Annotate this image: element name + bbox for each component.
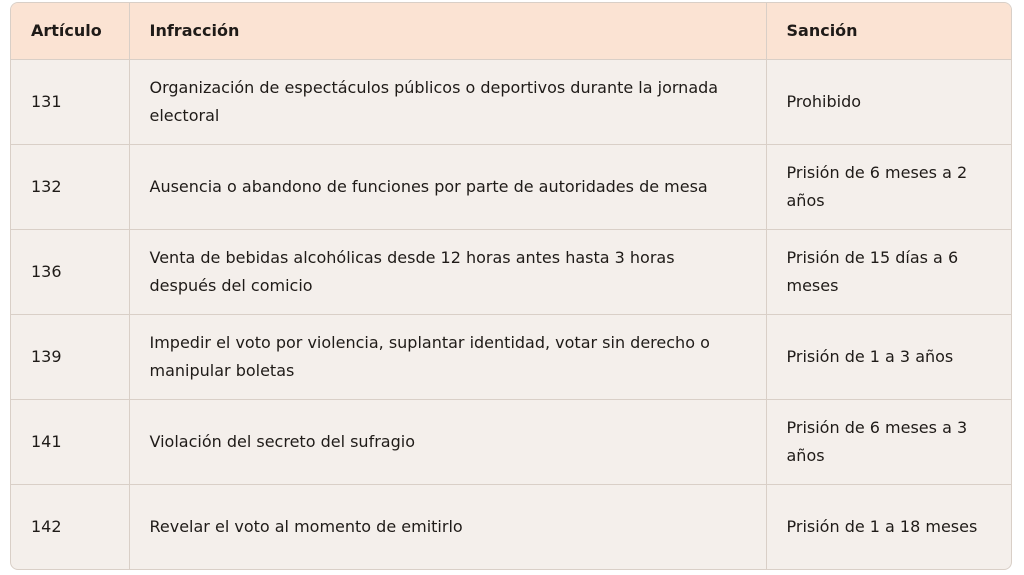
header-row [11,3,1011,59]
column-header-infraccion: Infracción [129,3,766,59]
cell-articulo: 142 [11,484,129,569]
table-row [11,229,1011,314]
cell-sancion: Prisión de 1 a 3 años [766,314,1011,399]
cell-articulo: 139 [11,314,129,399]
table-row [11,144,1011,229]
cell-sancion: Prisión de 1 a 18 meses [766,484,1011,569]
cell-articulo: 131 [31,91,62,111]
cell-sancion: Prisión de 15 días a 6 meses [766,229,1011,314]
cell-articulo: 141 [11,399,129,484]
table-row [11,314,1011,399]
table-row [11,484,1011,569]
cell-infraccion: Venta de bebidas alcohólicas desde 12 horas antes hasta 3 horas después del comicio [129,229,766,314]
cell-sancion: Prisión de 6 meses a 3 años [766,399,1011,484]
column-header-sancion: Sanción [766,3,1011,59]
cell-sancion: Prisión de 6 meses a 2 años [766,144,1011,229]
table-row [11,59,1011,144]
cell-infraccion: Revelar el voto al momento de emitirlo [129,484,766,569]
table-row [11,399,1011,484]
sanctions-table [11,3,1011,569]
column-header-articulo: Artículo [11,3,129,59]
cell-infraccion: Impedir el voto por violencia, suplantar identidad, votar sin derecho o manipular boletas [129,314,766,399]
table-header [11,3,1011,59]
cell-articulo: 132 [11,144,129,229]
cell-infraccion: Violación del secreto del sufragio [129,399,766,484]
cell-articulo: 136 [11,229,129,314]
table-body [11,59,1011,569]
cell-sancion: Prohibido [766,59,1011,144]
cell-infraccion: Organización de espectáculos públicos o deportivos durante la jornada electoral [129,59,766,144]
sanctions-table-container [10,2,1012,570]
cell-infraccion: Ausencia o abandono de funciones por parte de autoridades de mesa [129,144,766,229]
